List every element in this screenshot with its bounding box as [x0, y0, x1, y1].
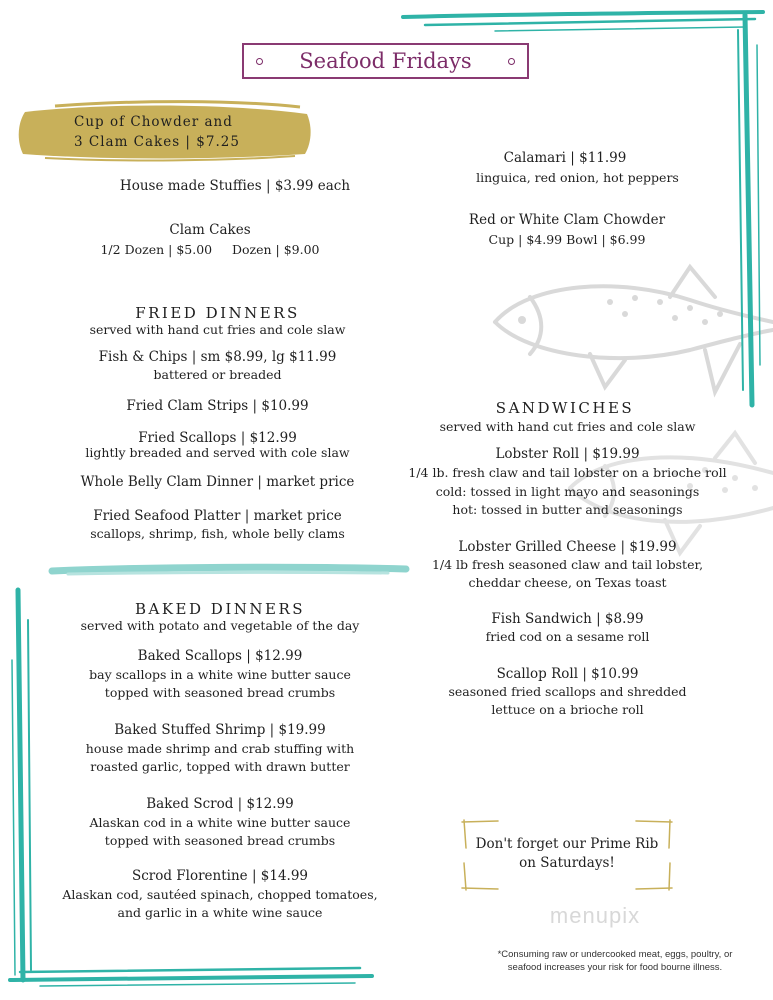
- disclaimer-line-1: *Consuming raw or undercooked meat, eggs, poultry, or: [497, 949, 733, 960]
- fish-and-chips-name: Fish & Chips | sm $8.99, lg $11.99: [98, 349, 337, 365]
- baked-stuffed-shrimp-desc-2: roasted garlic, topped with drawn butter: [90, 759, 350, 774]
- clam-cakes-name: Clam Cakes: [169, 222, 251, 238]
- sandwiches-heading: SANDWICHES: [495, 399, 635, 417]
- fried-clam-strips-name: Fried Clam Strips | $10.99: [126, 398, 309, 414]
- lobster-roll-desc-2: cold: tossed in light mayo and seasonings: [435, 484, 700, 499]
- calamari-name: Calamari | $11.99: [503, 150, 627, 166]
- bottom-left-frame-decoration: [0, 580, 380, 995]
- baked-dinners-subtitle: served with potato and vegetable of the day: [80, 618, 360, 633]
- seafood-platter-desc: scallops, shrimp, fish, whole belly clams: [90, 526, 345, 541]
- baked-dinners-heading: BAKED DINNERS: [134, 600, 306, 618]
- fish-sandwich-desc: fried cod on a sesame roll: [485, 629, 650, 644]
- chowder-prices: Cup | $4.99 Bowl | $6.99: [488, 232, 646, 247]
- lobster-grilled-cheese-name: Lobster Grilled Cheese | $19.99: [458, 539, 677, 555]
- disclaimer-line-2: seafood increases your risk for food bourne illness.: [507, 962, 723, 973]
- divider-brush-stroke: [48, 562, 410, 578]
- baked-scallops-desc-1: bay scallops in a white wine butter sauce: [89, 667, 351, 682]
- baked-scrod-name: Baked Scrod | $12.99: [146, 796, 294, 812]
- fish-and-chips-desc: battered or breaded: [153, 367, 282, 382]
- lobster-roll-name: Lobster Roll | $19.99: [495, 446, 640, 462]
- sandwiches-subtitle: served with hand cut fries and cole slaw: [439, 419, 696, 434]
- baked-stuffed-shrimp-desc-1: house made shrimp and crab stuffing with: [85, 741, 355, 756]
- fish-sandwich-name: Fish Sandwich | $8.99: [491, 611, 644, 627]
- scallop-roll-desc-1: seasoned fried scallops and shredded: [448, 684, 687, 699]
- calamari-desc: linguica, red onion, hot peppers: [476, 170, 679, 185]
- baked-stuffed-shrimp-name: Baked Stuffed Shrimp | $19.99: [114, 722, 326, 738]
- baked-scallops-name: Baked Scallops | $12.99: [137, 648, 303, 664]
- baked-scallops-desc-2: topped with seasoned bread crumbs: [104, 685, 336, 700]
- baked-scrod-desc-1: Alaskan cod in a white wine butter sauce: [89, 815, 351, 830]
- fried-scallops-desc: lightly breaded and served with cole slaw: [85, 445, 350, 460]
- clam-cakes-prices: 1/2 Dozen | $5.00 Dozen | $9.00: [100, 242, 320, 257]
- fried-dinners-subtitle: served with hand cut fries and cole slaw: [89, 322, 346, 337]
- lobster-roll-desc-1: 1/4 lb. fresh claw and tail lobster on a brioche roll: [408, 465, 727, 480]
- special-line-1: Cup of Chowder and: [74, 114, 233, 130]
- scrod-florentine-desc-1: Alaskan cod, sautéed spinach, chopped tomatoes,: [62, 887, 378, 902]
- scallop-roll-desc-2: lettuce on a brioche roll: [491, 702, 644, 717]
- whole-belly-clam-name: Whole Belly Clam Dinner | market price: [80, 474, 355, 490]
- chowder-name: Red or White Clam Chowder: [468, 212, 666, 228]
- baked-scrod-desc-2: topped with seasoned bread crumbs: [104, 833, 336, 848]
- prime-rib-line-2: on Saturdays!: [519, 855, 615, 871]
- scrod-florentine-desc-2: and garlic in a white wine sauce: [117, 905, 323, 920]
- page-title: Seafood Fridays: [299, 49, 472, 73]
- stuffies-item: House made Stuffies | $3.99 each: [119, 178, 351, 194]
- scrod-florentine-name: Scrod Florentine | $14.99: [131, 868, 309, 884]
- title-banner: [242, 43, 529, 79]
- title-right-ornament: [508, 58, 515, 65]
- seafood-platter-name: Fried Seafood Platter | market price: [93, 508, 342, 524]
- fried-dinners-heading: FRIED DINNERS: [135, 304, 300, 322]
- scallop-roll-name: Scallop Roll | $10.99: [496, 666, 639, 682]
- fried-scallops-name: Fried Scallops | $12.99: [138, 430, 297, 446]
- lobster-grilled-cheese-desc-1: 1/4 lb fresh seasoned claw and tail lobster,: [431, 557, 704, 572]
- menupix-watermark: menupix: [549, 903, 641, 928]
- prime-rib-line-1: Don't forget our Prime Rib: [475, 836, 659, 852]
- special-line-2: 3 Clam Cakes | $7.25: [74, 134, 240, 150]
- lobster-grilled-cheese-desc-2: cheddar cheese, on Texas toast: [468, 575, 667, 590]
- lobster-roll-desc-3: hot: tossed in butter and seasonings: [452, 502, 683, 517]
